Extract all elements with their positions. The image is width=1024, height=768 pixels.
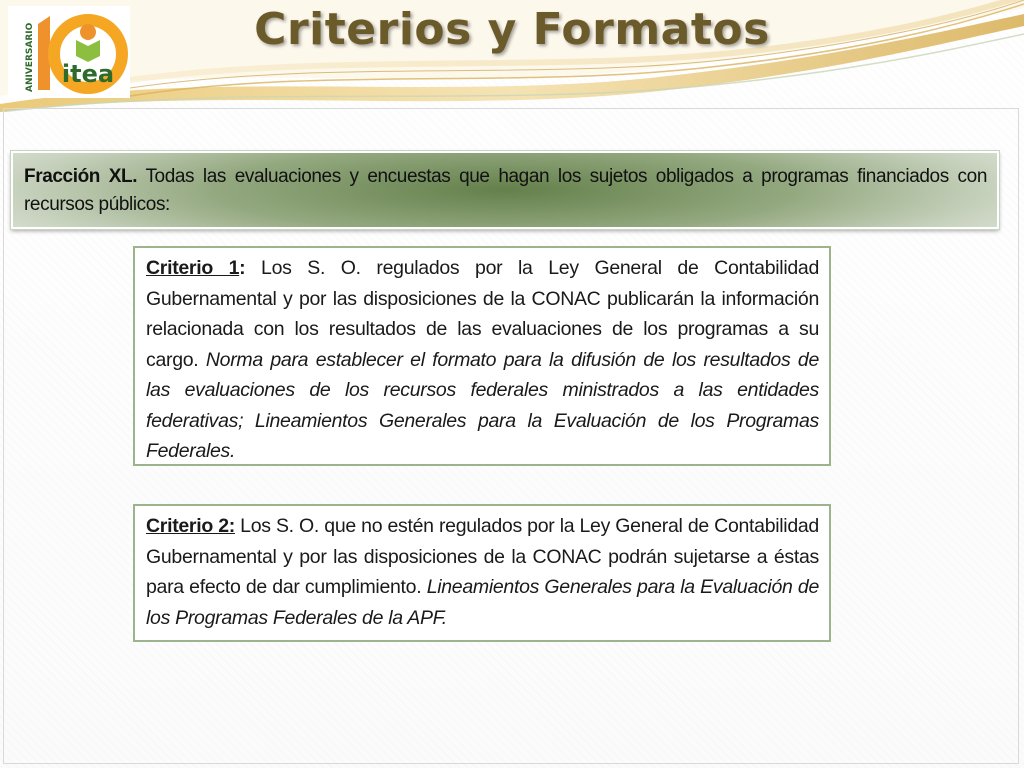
criterio-2-box: [133, 504, 831, 642]
logo-anniversary-text: ANIVERSARIO: [25, 22, 35, 92]
page-title: Criterios y Formatos: [254, 4, 770, 55]
fraccion-lead: Fracción XL.: [24, 166, 138, 187]
criterio-1-text: Los S. O. regulados por la Ley General de Contabilidad Gubernamental y por las disposiciones de la CONAC publicarán la información relacionada con los resultados de las evaluaciones de los programas a su cargo.: [146, 257, 819, 371]
criterio-2-text: Los S. O. que no estén regulados por la Ley General de Contabilidad Gubernamental y por las disposiciones de la CONAC podrán sujetarse a éstas para efecto de dar cumplimiento.: [146, 515, 819, 598]
criterio-1-box: [133, 246, 831, 466]
logo-brand-text: itea: [61, 60, 115, 88]
fraccion-banner: [11, 151, 999, 229]
criterio-1-label: Criterio 1: [146, 257, 240, 279]
criterio-1-colon: :: [239, 257, 246, 279]
criterio-2-label: Criterio 2:: [146, 515, 235, 537]
criterio-1-norma: Norma para establecer el formato para la difusión de los resultados de las evaluaciones de los recursos federales ministrados a las entidades federativas; Lineamientos Generales para la Evaluación de los Programas Federales.: [146, 348, 819, 462]
fraccion-text: Todas las evaluaciones y encuestas que hagan los sujetos obligados a programas financiados con recursos públicos:: [24, 166, 987, 215]
criterio-2-norma: Lineamientos Generales para la Evaluación de los Programas Federales de la APF.: [146, 576, 819, 629]
